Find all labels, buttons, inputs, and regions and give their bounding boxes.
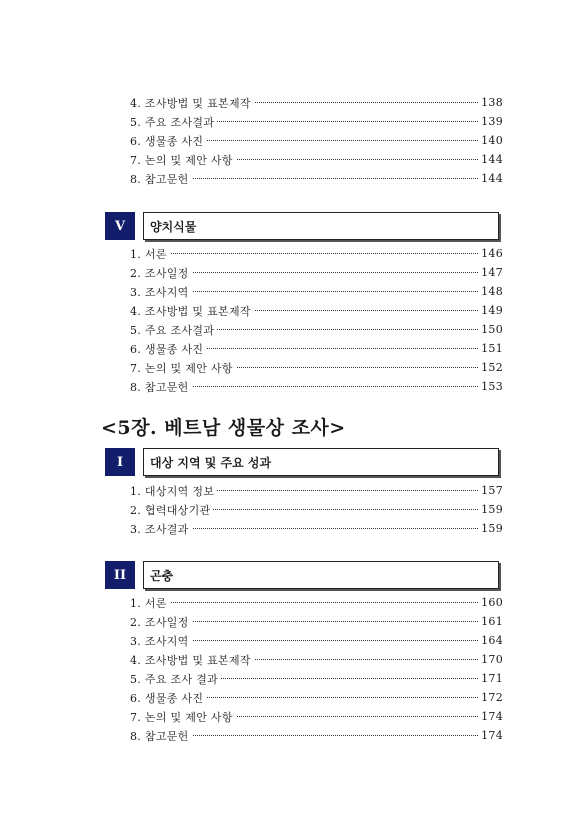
toc-entry-label: 1. 서론 <box>130 246 170 262</box>
toc-entry[interactable] <box>0 263 586 282</box>
toc-entry-page: 157 <box>478 484 503 497</box>
toc-group-2 <box>0 244 586 396</box>
toc-entry-label: 5. 주요 조사 결과 <box>130 671 221 687</box>
toc-entry[interactable] <box>0 500 586 519</box>
toc-entry-page: 174 <box>478 710 503 723</box>
toc-entry[interactable] <box>0 707 586 726</box>
toc-entry-label: 6. 생물종 사진 <box>130 133 206 149</box>
toc-entry-page: 148 <box>478 285 503 298</box>
toc-entry[interactable] <box>0 339 586 358</box>
toc-entry-label: 3. 조사결과 <box>130 521 192 537</box>
toc-entry[interactable] <box>0 631 586 650</box>
toc-entry-label: 4. 조사방법 및 표본제작 <box>130 303 254 319</box>
toc-entry[interactable] <box>0 131 586 150</box>
toc-entry[interactable] <box>0 377 586 396</box>
toc-group-1 <box>0 93 586 188</box>
section-numeral: I <box>105 448 135 476</box>
dot-leader <box>130 253 480 254</box>
toc-entry-label: 7. 논의 및 제안 사항 <box>130 360 236 376</box>
toc-entry-page: 152 <box>478 361 503 374</box>
toc-entry[interactable] <box>0 726 586 745</box>
toc-entry[interactable] <box>0 650 586 669</box>
toc-entry-label: 1. 서론 <box>130 595 170 611</box>
toc-entry-label: 3. 조사지역 <box>130 633 192 649</box>
toc-entry-page: 170 <box>478 653 503 666</box>
toc-entry-page: 147 <box>478 266 503 279</box>
toc-entry-label: 2. 조사일정 <box>130 265 192 281</box>
toc-entry[interactable] <box>0 358 586 377</box>
toc-entry[interactable] <box>0 481 586 500</box>
toc-entry-page: 161 <box>478 615 503 628</box>
toc-entry-page: 140 <box>478 134 503 147</box>
toc-entry-label: 3. 조사지역 <box>130 284 192 300</box>
section-numeral: V <box>105 212 135 240</box>
toc-entry-page: 159 <box>478 522 503 535</box>
toc-entry[interactable] <box>0 612 586 631</box>
section-title: 대상 지역 및 주요 성과 <box>143 448 499 476</box>
toc-entry[interactable] <box>0 301 586 320</box>
toc-entry-page: 172 <box>478 691 503 704</box>
toc-group-4 <box>0 593 586 745</box>
toc-entry[interactable] <box>0 150 586 169</box>
toc-entry-page: 160 <box>478 596 503 609</box>
toc-entry-label: 6. 생물종 사진 <box>130 341 206 357</box>
toc-entry[interactable] <box>0 669 586 688</box>
toc-entry[interactable] <box>0 593 586 612</box>
section-header-ii <box>105 561 499 589</box>
toc-entry-label: 1. 대상지역 정보 <box>130 483 217 499</box>
toc-entry[interactable] <box>0 320 586 339</box>
section-header-v <box>105 212 499 240</box>
toc-entry-label: 5. 주요 조사결과 <box>130 114 217 130</box>
section-title: 곤충 <box>143 561 499 589</box>
toc-entry-page: 144 <box>478 172 503 185</box>
dot-leader <box>130 602 480 603</box>
toc-entry-page: 159 <box>478 503 503 516</box>
toc-entry-page: 149 <box>478 304 503 317</box>
toc-entry-page: 146 <box>478 247 503 260</box>
section-header-i <box>105 448 499 476</box>
toc-entry-page: 174 <box>478 729 503 742</box>
toc-entry-page: 138 <box>478 96 503 109</box>
toc-entry-page: 139 <box>478 115 503 128</box>
toc-entry-label: 8. 참고문헌 <box>130 728 192 744</box>
section-numeral: II <box>105 561 135 589</box>
toc-entry-label: 6. 생물종 사진 <box>130 690 206 706</box>
toc-entry[interactable] <box>0 688 586 707</box>
toc-entry[interactable] <box>0 244 586 263</box>
toc-entry-label: 5. 주요 조사결과 <box>130 322 217 338</box>
toc-entry[interactable] <box>0 169 586 188</box>
toc-entry-page: 144 <box>478 153 503 166</box>
toc-entry-label: 8. 참고문헌 <box>130 171 192 187</box>
toc-entry-page: 164 <box>478 634 503 647</box>
chapter-title: <5장. 베트남 생물상 조사> <box>101 417 346 439</box>
toc-entry-label: 7. 논의 및 제안 사항 <box>130 152 236 168</box>
toc-entry-page: 171 <box>478 672 503 685</box>
toc-entry-label: 8. 참고문헌 <box>130 379 192 395</box>
toc-entry[interactable] <box>0 93 586 112</box>
toc-entry-label: 2. 조사일정 <box>130 614 192 630</box>
toc-entry[interactable] <box>0 519 586 538</box>
toc-entry-label: 2. 협력대상기관 <box>130 502 213 518</box>
toc-entry-label: 4. 조사방법 및 표본제작 <box>130 95 254 111</box>
toc-entry-label: 4. 조사방법 및 표본제작 <box>130 652 254 668</box>
toc-entry-page: 151 <box>478 342 503 355</box>
toc-entry-page: 150 <box>478 323 503 336</box>
toc-group-3 <box>0 481 586 538</box>
toc-entry[interactable] <box>0 112 586 131</box>
toc-entry-label: 7. 논의 및 제안 사항 <box>130 709 236 725</box>
section-title: 양치식물 <box>143 212 499 240</box>
toc-entry[interactable] <box>0 282 586 301</box>
toc-entry-page: 153 <box>478 380 503 393</box>
